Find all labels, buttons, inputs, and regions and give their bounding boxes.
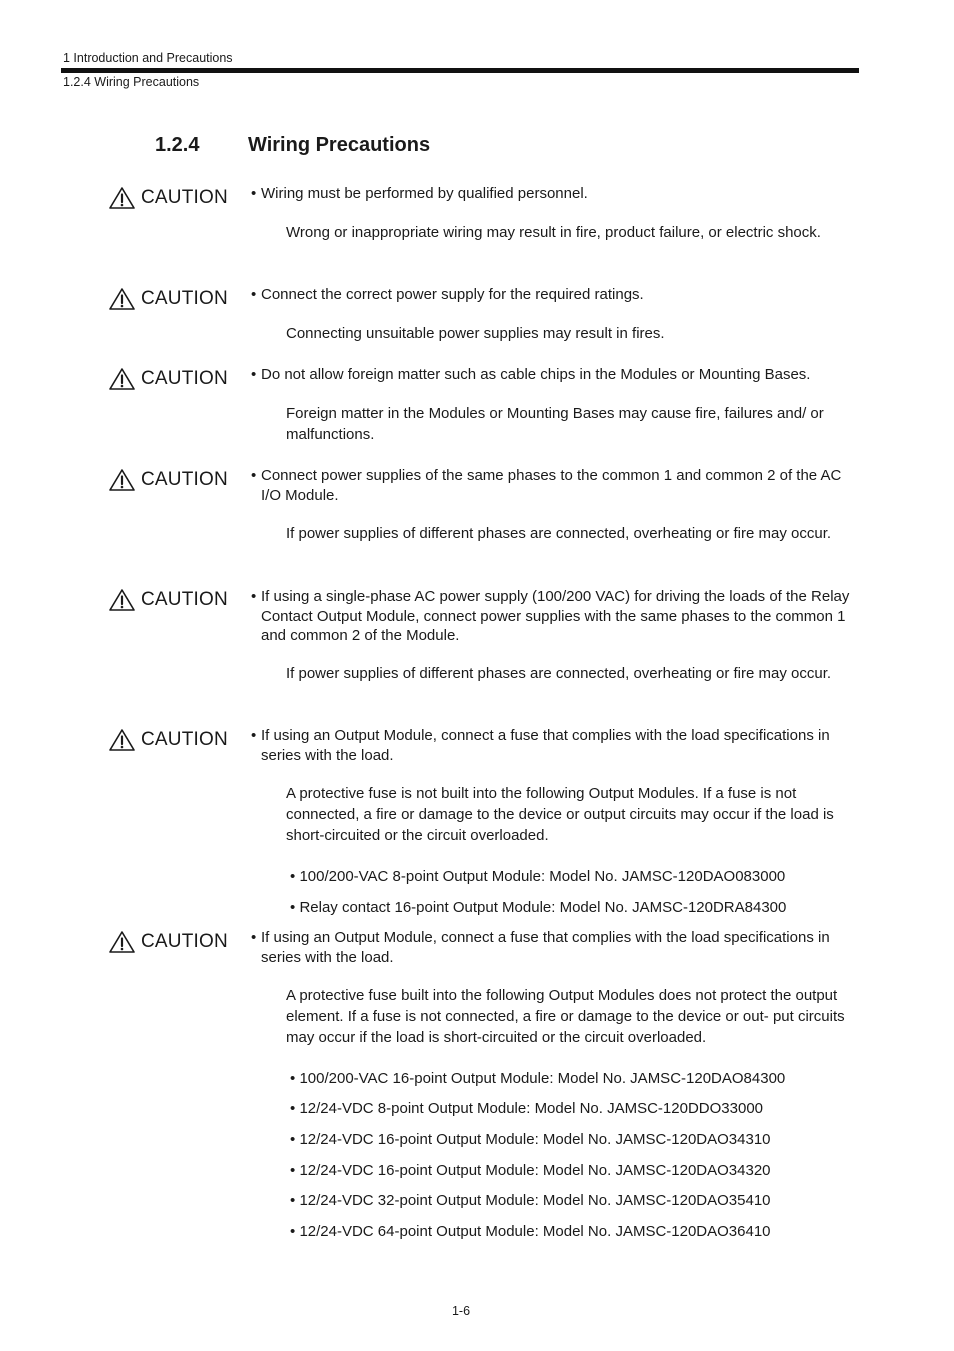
bullet-mark: • — [290, 1100, 296, 1117]
caution-text: CAUTION — [141, 288, 228, 309]
caution-bullet — [251, 928, 851, 967]
warning-triangle-icon — [108, 468, 136, 492]
bullet-mark: • — [251, 286, 257, 303]
running-header-chapter: 1 Introduction and Precautions — [63, 51, 233, 65]
warning-triangle-icon — [108, 588, 136, 612]
warning-triangle-icon — [108, 367, 136, 391]
caution-text: CAUTION — [141, 187, 228, 208]
model-text: Relay contact 16-point Output Module: Model No. JAMSC-120DRA84300 — [299, 899, 787, 916]
model-text: 100/200-VAC 8-point Output Module: Model No. JAMSC-120DAO083000 — [299, 868, 786, 885]
model-text: 100/200-VAC 16-point Output Module: Model No. JAMSC-120DAO84300 — [299, 1070, 786, 1087]
caution-label — [108, 186, 228, 210]
caution-note: If power supplies of different phases are connected, overheating or fire may occur. — [286, 665, 832, 682]
caution-note: Connecting unsuitable power supplies may result in fires. — [286, 325, 665, 342]
bullet-text: If using an Output Module, connect a fuse that complies with the load specifications in series with the load. — [261, 929, 830, 966]
section-number: 1.2.4 — [155, 134, 200, 156]
warning-triangle-icon — [108, 930, 136, 954]
section-title-text: Wiring Precautions — [248, 134, 431, 156]
caution-text: CAUTION — [141, 589, 228, 610]
bullet-mark: • — [290, 1131, 296, 1148]
bullet-mark: • — [290, 1192, 296, 1209]
caution-note: A protective fuse built into the following Output Modules does not protect the output element. If a fuse is not connected, a fire or damage to the device or out- put circuits may occur if the load is short-circuited or the circuit overloaded. — [286, 987, 845, 1046]
header-rule — [61, 68, 859, 73]
bullet-text: If using a single-phase AC power supply (100/200 VAC) for driving the loads of the Relay Contact Output Module, connect power supplies with the same phases to the common 1 and common 2 of the Module. — [261, 588, 850, 644]
caution-text: CAUTION — [141, 368, 228, 389]
bullet-text: Do not allow foreign matter such as cable chips in the Modules or Mounting Bases. — [261, 366, 811, 383]
model-list-item — [290, 898, 850, 917]
caution-bullet — [251, 285, 851, 305]
caution-label — [108, 287, 228, 311]
caution-note: Foreign matter in the Modules or Mounting Bases may cause fire, failures and/ or malfunctions. — [286, 405, 824, 443]
caution-label — [108, 728, 228, 752]
caution-text: CAUTION — [141, 931, 228, 952]
bullet-mark: • — [251, 366, 257, 383]
bullet-text: Connect power supplies of the same phases to the common 1 and common 2 of the AC I/O Module. — [261, 467, 842, 504]
caution-note: Wrong or inappropriate wiring may result in fire, product failure, or electric shock. — [286, 224, 821, 241]
caution-bullet — [251, 466, 851, 505]
caution-bullet — [251, 365, 851, 385]
caution-bullet — [251, 587, 851, 646]
bullet-mark: • — [290, 1070, 296, 1087]
caution-label — [108, 588, 228, 612]
caution-bullet — [251, 184, 851, 204]
bullet-text: Wiring must be performed by qualified personnel. — [261, 185, 588, 202]
model-list-item — [290, 1191, 850, 1210]
warning-triangle-icon — [108, 728, 136, 752]
warning-triangle-icon — [108, 186, 136, 210]
bullet-mark: • — [251, 467, 257, 484]
bullet-mark: • — [290, 1223, 296, 1240]
model-list-item — [290, 1222, 850, 1241]
page-number: 1-6 — [451, 1304, 471, 1318]
model-list-item — [290, 1130, 850, 1149]
bullet-mark: • — [290, 1162, 296, 1179]
model-text: 12/24-VDC 16-point Output Module: Model No. JAMSC-120DAO34320 — [299, 1162, 771, 1179]
caution-text: CAUTION — [141, 469, 228, 490]
bullet-mark: • — [290, 899, 296, 916]
model-text: 12/24-VDC 64-point Output Module: Model No. JAMSC-120DAO36410 — [299, 1223, 771, 1240]
model-text: 12/24-VDC 32-point Output Module: Model No. JAMSC-120DAO35410 — [299, 1192, 771, 1209]
bullet-mark: • — [251, 185, 257, 202]
bullet-mark: • — [251, 588, 257, 605]
bullet-mark: • — [290, 868, 296, 885]
caution-note: If power supplies of different phases are connected, overheating or fire may occur. — [286, 525, 832, 542]
bullet-text: Connect the correct power supply for the required ratings. — [261, 286, 644, 303]
caution-label — [108, 930, 228, 954]
warning-triangle-icon — [108, 287, 136, 311]
running-header-section: 1.2.4 Wiring Precautions — [63, 75, 200, 89]
caution-text: CAUTION — [141, 729, 228, 750]
model-list-item — [290, 1099, 850, 1118]
model-list-item — [290, 867, 850, 886]
bullet-mark: • — [251, 727, 257, 744]
model-text: 12/24-VDC 8-point Output Module: Model No. JAMSC-120DDO33000 — [299, 1100, 764, 1117]
caution-label — [108, 468, 228, 492]
model-list-item — [290, 1161, 850, 1180]
model-list-item — [290, 1069, 850, 1088]
caution-bullet — [251, 726, 851, 765]
caution-note: A protective fuse is not built into the following Output Modules. If a fuse is not connected, a fire or damage to the device or output circuits may occur if the load is short-circuited or the circuit overloaded. — [286, 785, 834, 844]
model-text: 12/24-VDC 16-point Output Module: Model No. JAMSC-120DAO34310 — [299, 1131, 771, 1148]
section-title — [155, 134, 430, 157]
bullet-mark: • — [251, 929, 257, 946]
caution-label — [108, 367, 228, 391]
bullet-text: If using an Output Module, connect a fuse that complies with the load specifications in series with the load. — [261, 727, 830, 764]
